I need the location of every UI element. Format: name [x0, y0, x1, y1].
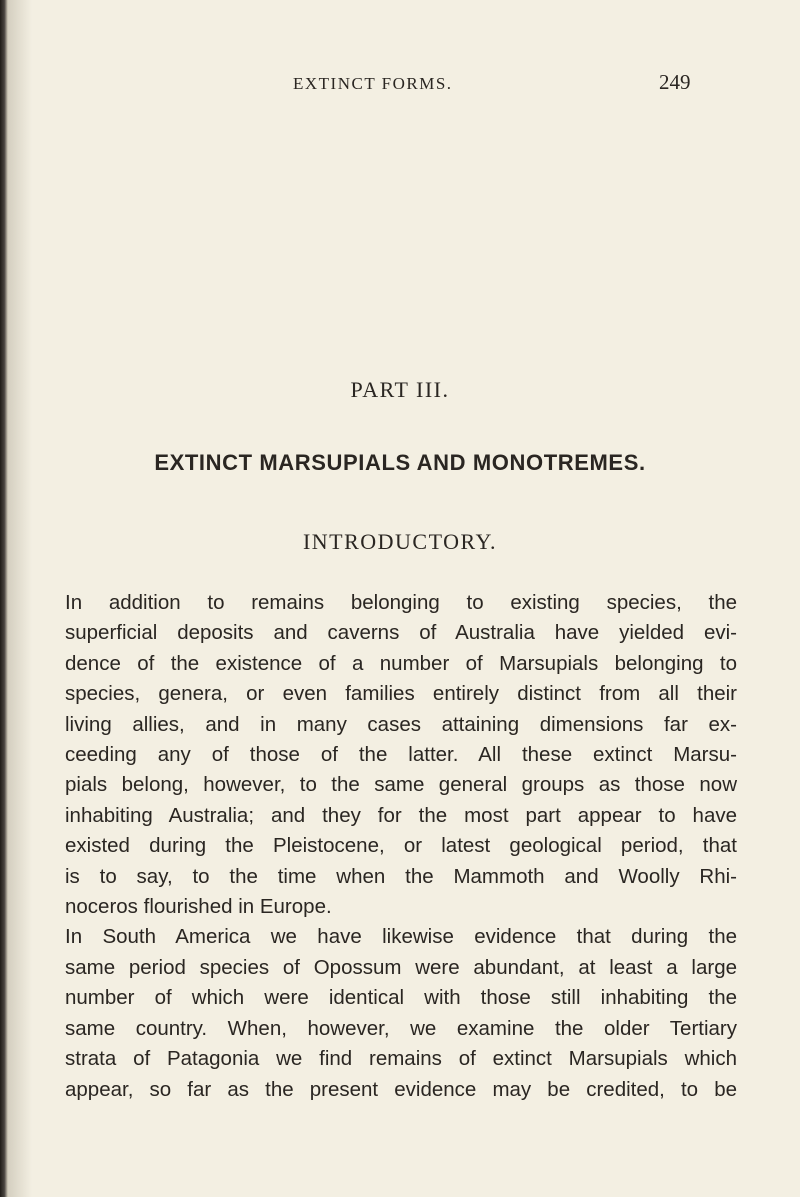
- text-line: number of which were identical with those still inhabiting the: [65, 986, 737, 1010]
- text-line: species, genera, or even families entirely distinct from all their: [65, 682, 737, 706]
- body-text: [65, 588, 737, 1105]
- text-line: dence of the existence of a number of Marsupials belonging to: [65, 651, 737, 675]
- page-gutter-shadow: [8, 0, 32, 1197]
- running-title: EXTINCT FORMS.: [293, 74, 453, 93]
- text-line: pials belong, however, to the same general groups as those now: [65, 773, 737, 797]
- page-number: 249: [659, 70, 691, 94]
- text-line: ceeding any of those of the latter. All these extinct Marsu-: [65, 743, 737, 767]
- text-line: same period species of Opossum were abundant, at least a large: [65, 955, 737, 979]
- text-line: existed during the Pleistocene, or latest geological period, that: [65, 834, 737, 858]
- text-line: In South America we have likewise evidence that during the: [65, 925, 737, 949]
- text-line: strata of Patagonia we find remains of extinct Marsupials which: [65, 1047, 737, 1071]
- chapter-title: EXTINCT MARSUPIALS AND MONOTREMES.: [154, 450, 646, 475]
- text-line: living allies, and in many cases attaining dimensions far ex-: [65, 712, 737, 736]
- part-heading: PART III.: [350, 377, 450, 402]
- text-line: inhabiting Australia; and they for the most part appear to have: [65, 803, 737, 827]
- text-line: appear, so far as the present evidence may be credited, to be: [65, 1077, 737, 1101]
- running-head: [0, 70, 800, 100]
- section-title: INTRODUCTORY.: [302, 529, 498, 554]
- text-line: superficial deposits and caverns of Australia have yielded evi-: [65, 621, 737, 645]
- binding-edge: [0, 0, 8, 1197]
- text-line: noceros flourished in Europe.: [65, 895, 332, 919]
- text-line: is to say, to the time when the Mammoth and Woolly Rhi-: [65, 864, 737, 888]
- text-line: In addition to remains belonging to existing species, the: [65, 591, 737, 614]
- text-line: same country. When, however, we examine the older Tertiary: [65, 1016, 737, 1040]
